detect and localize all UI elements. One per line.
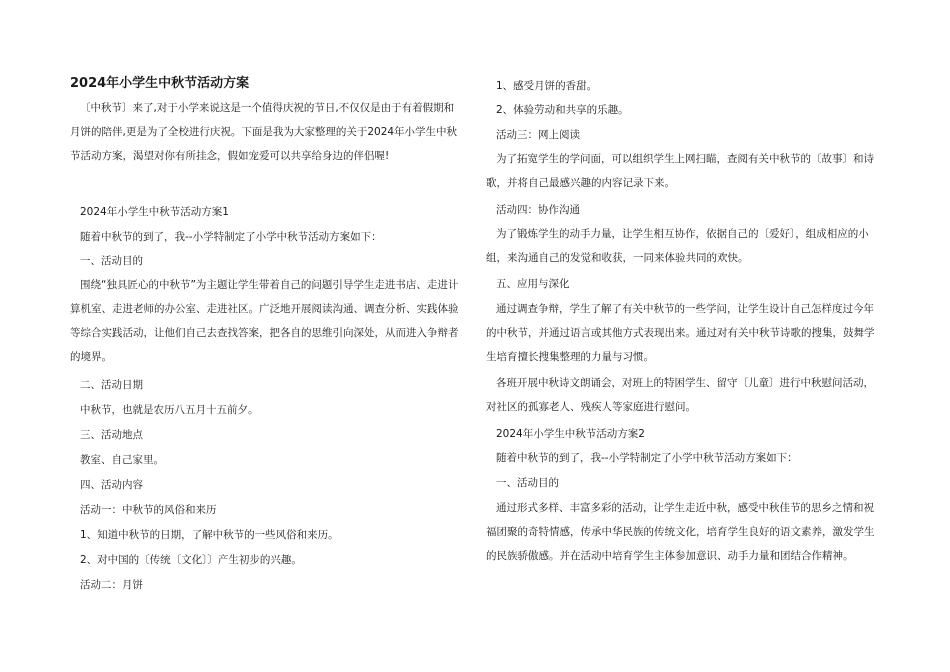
place-text: 教室、自己家里。 [80, 454, 164, 466]
plan2-intro: 随着中秋节的到了，我--小学特制定了小学中秋节活动方案如下： [496, 452, 798, 464]
activity2-heading: 活动二：月饼 [80, 579, 143, 591]
apply-text-1: 通过调查争辩，学生了解了有关中秋节的一些学问，让学生设计自己怎样度过今年的中秋节，并通过语言或其他方式表现出来。通过对有关中秋节诗歌的搜集，鼓舞学生培育擅长搜集整理的力量与习惯。 [486, 303, 875, 363]
activity3-heading: 活动三：网上阅读 [496, 129, 580, 141]
activity2-item2: 2、体验劳动和共享的乐趣。 [496, 104, 629, 116]
apply-text-2: 各班开展中秋诗文朗诵会，对班上的特困学生、留守〔儿童〕进行中秋慰问活动，对社区的孤寡老人、残疾人等家庭进行慰问。 [486, 377, 874, 413]
goal-heading: 一、活动目的 [80, 255, 143, 267]
activity1-item2: 2、对中国的〔传统〔文化〕〕产生初步的兴趣。 [80, 554, 302, 566]
intro-paragraph: 〔中秋节〕来了,对于小学来说这是一个值得庆祝的节日,不仅仅是由于有着假期和月饼的陪伴,更是为了全校进行庆祝。下面是我为大家整理的关于2024年小学生中秋节活动方案，渴望对你有所挂念，假如宠爱可以共享给身边的伴侣喔! [70, 102, 458, 162]
plan1-intro: 随着中秋节的到了，我--小学特制定了小学中秋节活动方案如下： [80, 231, 382, 243]
activity4-text: 为了锻炼学生的动手力量，让学生相互协作，依据自己的〔爱好〕，组成相应的小组，来沟通自己的发觉和收获，一同来体验共同的欢快。 [486, 228, 869, 264]
content-heading: 四、活动内容 [80, 479, 143, 491]
place-heading: 三、活动地点 [80, 429, 143, 441]
apply-heading: 五、应用与深化 [496, 278, 570, 290]
activity1-item1: 1、知道中秋节的日期，了解中秋节的一些风俗和来历。 [80, 529, 339, 541]
goal2-text: 通过形式多样、丰富多彩的活动，让学生走近中秋，感受中秋佳节的思乡之情和祝福团聚的奇特情感，传承中华民族的传统文化，培育学生良好的语文素养，激发学生的民族骄傲感。并在活动中培育学生主体参加意识、动手力量和团结合作精神。 [486, 502, 875, 562]
activity1-heading: 活动一：中秋节的风俗和来历 [80, 504, 217, 516]
activity2-item1: 1、感受月饼的香甜。 [496, 80, 598, 92]
activity4-heading: 活动四：协作沟通 [496, 204, 580, 216]
document-title: 2024年小学生中秋节活动方案 [70, 76, 250, 91]
goal2-heading: 一、活动目的 [496, 477, 559, 489]
goal-text: 围绕“独具匠心的中秋节”为主题让学生带着自己的问题引导学生走进书店、走进计算机室、走进老师的办公室、走进社区。广泛地开展阅读沟通、调查分析、实践体验等综合实践活动，让他们自己去查找答案，把各自的思维引向深处，从而进入争辩者的境界。 [70, 279, 459, 363]
plan1-title: 2024年小学生中秋节活动方案1 [80, 206, 229, 218]
date-text: 中秋节，也就是农历八五月十五前夕。 [80, 404, 259, 416]
date-heading: 二、活动日期 [80, 379, 143, 391]
activity3-text: 为了拓宽学生的学问面，可以组织学生上网扫瞄，查阅有关中秋节的〔故事〕和诗歌，并将自己最感兴趣的内容记录下来。 [486, 153, 874, 189]
plan2-title: 2024年小学生中秋节活动方案2 [496, 428, 645, 440]
